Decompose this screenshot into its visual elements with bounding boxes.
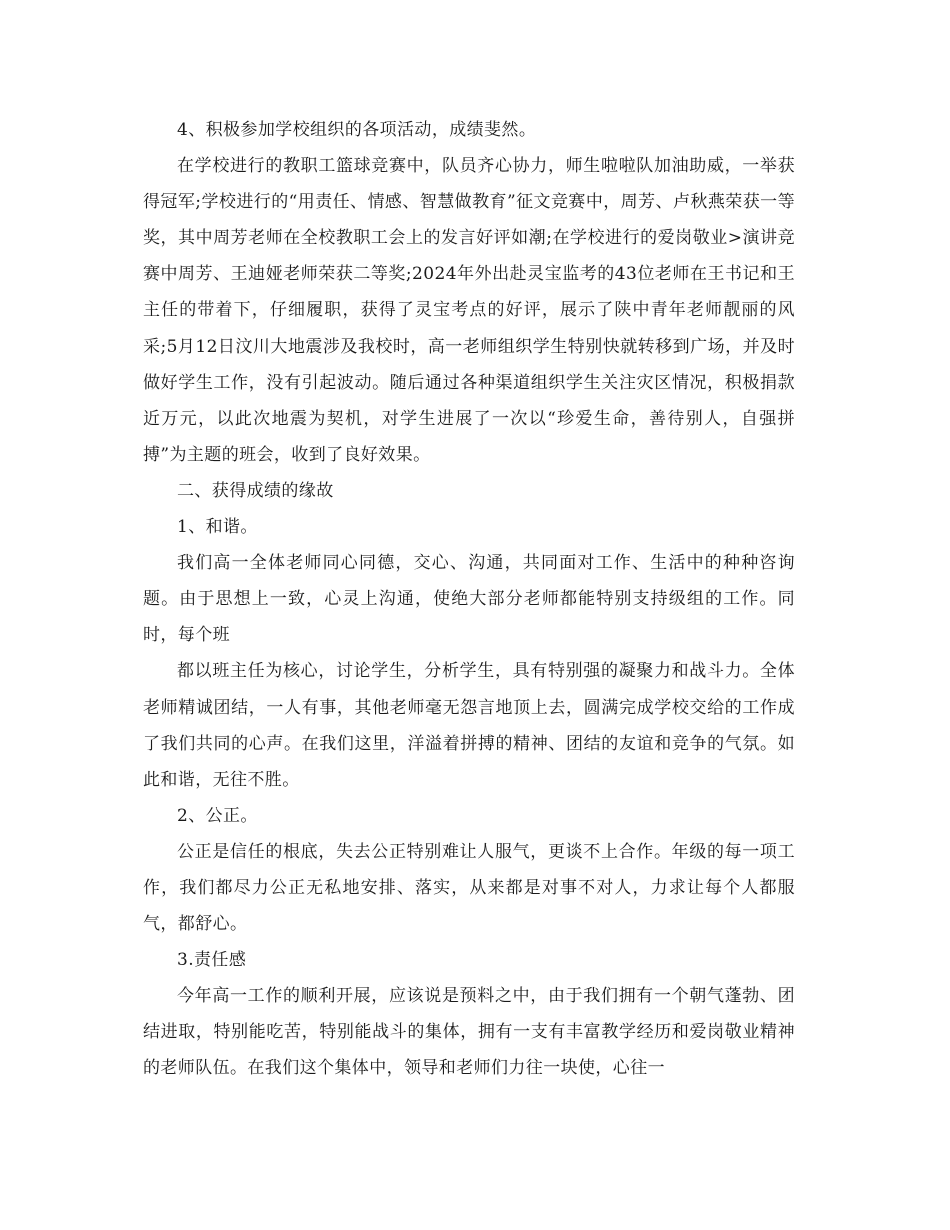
subheading-responsibility: 3.责任感: [177, 950, 247, 971]
paragraph-harmony-2: 都以班主任为核心，讨论学生，分析学生，具有特别强的凝聚力和战斗力。全体老师精诚团结，一人有事，其他老师毫无怨言地顶上去，圆满完成学校交给的工作成了我们共同的心声。在我们这里，洋溢着拼搏的精神、团结的友谊和竞争的气氛。如此和谐，无往不胜。: [143, 661, 795, 790]
paragraph-harmony-1: 我们高一全体老师同心同德，交心、沟通，共同面对工作、生活中的种种咨询题。由于思想上一致，心灵上沟通，使绝大部分老师都能特别支持级组的工作。同时，每个班: [143, 553, 795, 646]
document-page: [143, 112, 795, 1087]
subheading-harmony: 1、和谐。: [177, 517, 258, 538]
section-heading-activities: 4、积极参加学校组织的各项活动，成绩斐然。: [177, 120, 537, 140]
subheading-fairness: 2、公正。: [177, 805, 258, 826]
paragraph-activities-detail: 在学校进行的教职工篮球竞赛中，队员齐心协力，师生啦啦队加油助威，一举获得冠军;学校进行的“用责任、情感、智慧做教育”征文竞赛中，周芳、卢秋燕荣获一等奖，其中周芳老师在全校教职工会上的发言好评如潮;在学校进行的爱岗敬业>演讲竞赛中周芳、王迪娅老师荣获二等奖;2024年外出赴灵宝监考的43位老师在王书记和王主任的带着下，仔细履职，获得了灵宝考点的好评，展示了陕中青年老师靓丽的风采;5月12日汶川大地震涉及我校时，高一老师组织学生特别快就转移到广场，并及时做好学生工作，没有引起波动。随后通过各种渠道组织学生关注灾区情况，积极捐款近万元，以此次地震为契机，对学生进展了一次以“珍爱生命，善待别人，自强拼搏”为主题的班会，收到了良好效果。: [143, 156, 795, 465]
section-heading-reasons: 二、获得成绩的缘故: [177, 480, 334, 501]
paragraph-fairness: 公正是信任的根底，失去公正特别难让人服气，更谈不上合作。年级的每一项工作，我们都尽力公正无私地安排、落实，从来都是对事不对人，力求让每个人都服气，都舒心。: [143, 841, 795, 935]
paragraph-responsibility: 今年高一工作的顺利开展，应该说是预料之中，由于我们拥有一个朝气蓬勃、团结进取，特别能吃苦，特别能战斗的集体，拥有一支有丰富教学经历和爱岗敬业精神的老师队伍。在我们这个集体中，领导和老师们力往一块使，心往一: [143, 986, 795, 1079]
